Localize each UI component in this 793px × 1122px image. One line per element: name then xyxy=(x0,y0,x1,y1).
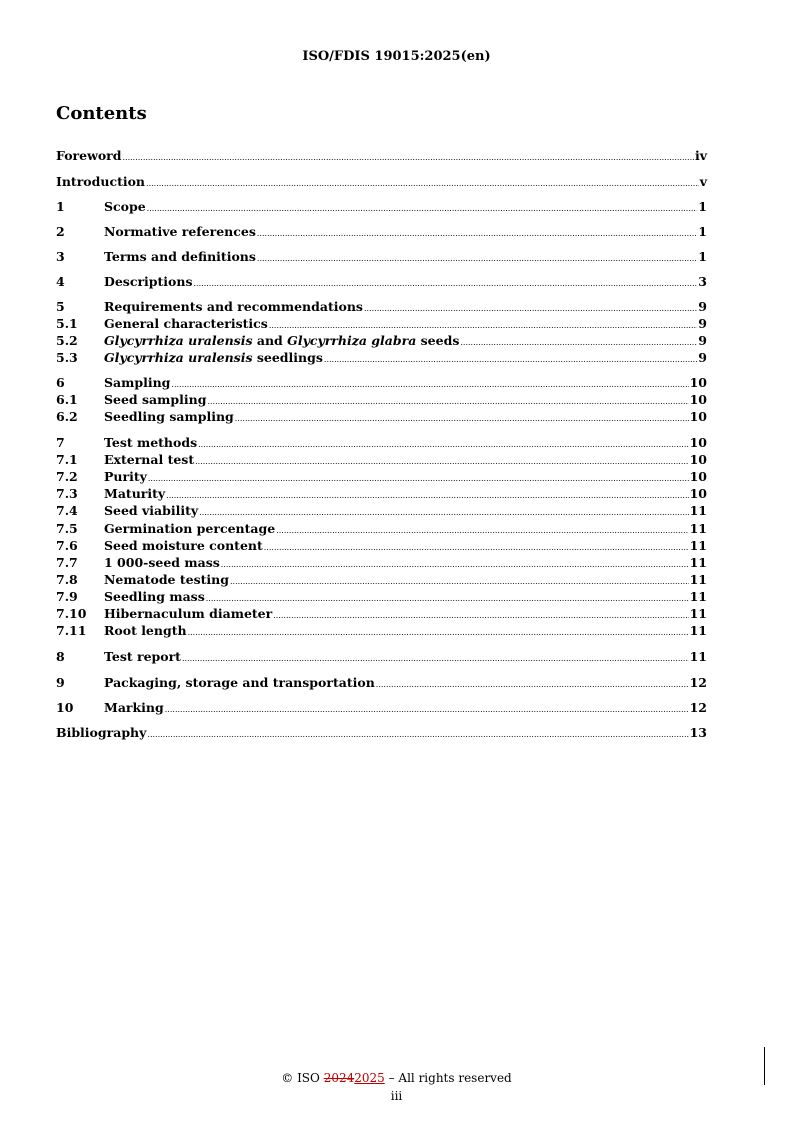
toc-entry-title: Maturity xyxy=(104,486,166,501)
toc-entry-page: 10 xyxy=(689,435,707,450)
toc-entry-5-3[interactable] xyxy=(56,349,707,366)
toc-entry-3[interactable] xyxy=(56,248,707,265)
toc-entry-7[interactable] xyxy=(56,434,707,451)
toc-entry-title: External test xyxy=(104,452,195,467)
toc-entry-7-11[interactable] xyxy=(56,622,707,639)
toc-entry-title: Seed viability xyxy=(104,503,199,518)
toc-entry-page: iv xyxy=(694,148,707,163)
toc-entry-title: Foreword xyxy=(56,148,122,163)
toc-entry-7-8[interactable] xyxy=(56,571,707,588)
toc-entry-page: 13 xyxy=(689,725,707,740)
toc-entry-title: Terms and definitions xyxy=(104,249,256,264)
toc-entry-title: 1 000-seed mass xyxy=(104,555,220,570)
toc-entry-page: v xyxy=(699,174,707,189)
toc-entry-page: 11 xyxy=(689,538,707,553)
copyright-footer xyxy=(0,1071,793,1085)
toc-entry-number: 5.3 xyxy=(56,350,78,365)
toc-entry-number: 4 xyxy=(56,274,65,289)
title-connector: and xyxy=(252,333,288,348)
toc-entry-number: 1 xyxy=(56,199,65,214)
toc-entry-10[interactable] xyxy=(56,699,707,716)
toc-entry-introduction[interactable] xyxy=(56,173,707,190)
toc-entry-1[interactable] xyxy=(56,198,707,215)
toc-entry-title: Seed sampling xyxy=(104,392,207,407)
toc-entry-page: 10 xyxy=(689,469,707,484)
toc-entry-4[interactable] xyxy=(56,273,707,290)
toc-entry-page: 11 xyxy=(689,572,707,587)
toc-entry-title: Test methods xyxy=(104,435,198,450)
contents-heading: Contents xyxy=(56,103,147,124)
toc-entry-number: 7.6 xyxy=(56,538,78,553)
toc-leader-dots xyxy=(165,701,689,718)
toc-entry-title: Marking xyxy=(104,700,164,715)
title-suffix: seedlings xyxy=(252,350,323,365)
toc-entry-number: 7.1 xyxy=(56,452,78,467)
toc-entry-number: 8 xyxy=(56,649,65,664)
toc-entry-page: 11 xyxy=(689,606,707,621)
toc-entry-7-4[interactable] xyxy=(56,502,707,519)
toc-entry-9[interactable] xyxy=(56,674,707,691)
toc-entry-number: 6 xyxy=(56,375,65,390)
toc-leader-dots xyxy=(376,676,689,693)
toc-entry-5-2[interactable] xyxy=(56,332,707,349)
toc-entry-page: 10 xyxy=(689,409,707,424)
toc-entry-title: Root length xyxy=(104,623,187,638)
toc-entry-number: 5 xyxy=(56,299,65,314)
toc-entry-title: Test report xyxy=(104,649,181,664)
toc-entry-title: Packaging, storage and transportation xyxy=(104,675,375,690)
toc-entry-number: 3 xyxy=(56,249,65,264)
toc-entry-number: 2 xyxy=(56,224,65,239)
toc-entry-8[interactable] xyxy=(56,648,707,665)
toc-leader-dots xyxy=(123,149,694,166)
copyright-prefix: © ISO xyxy=(281,1071,324,1085)
toc-leader-dots xyxy=(235,410,689,427)
inserted-year: 2025 xyxy=(354,1071,385,1085)
toc-entry-number: 7.4 xyxy=(56,503,78,518)
toc-entry-title: Bibliography xyxy=(56,725,147,740)
toc-entry-7-2[interactable] xyxy=(56,468,707,485)
toc-leader-dots xyxy=(147,726,688,743)
toc-entry-bibliography[interactable] xyxy=(56,724,707,741)
toc-leader-dots xyxy=(257,225,697,242)
toc-entry-page: 12 xyxy=(689,700,707,715)
toc-entry-page: 9 xyxy=(698,299,707,314)
toc-leader-dots xyxy=(324,351,697,368)
toc-entry-number: 6.2 xyxy=(56,409,78,424)
toc-leader-dots xyxy=(194,275,698,292)
toc-entry-title: Germination percentage xyxy=(104,521,276,536)
toc-entry-number: 7.8 xyxy=(56,572,78,587)
title-suffix: seeds xyxy=(416,333,460,348)
toc-entry-title: General characteristics xyxy=(104,316,268,331)
toc-entry-title: Descriptions xyxy=(104,274,193,289)
toc-leader-dots xyxy=(257,250,697,267)
toc-entry-foreword[interactable] xyxy=(56,147,707,164)
toc-entry-7-9[interactable] xyxy=(56,588,707,605)
toc-entry-number: 7.3 xyxy=(56,486,78,501)
toc-entry-number: 7.9 xyxy=(56,589,78,604)
toc-entry-number: 7.10 xyxy=(56,606,87,621)
copyright-suffix: – All rights reserved xyxy=(384,1071,512,1085)
toc-leader-dots xyxy=(147,200,698,217)
document-id-header: ISO/FDIS 19015:2025(en) xyxy=(302,49,491,64)
toc-entry-page: 11 xyxy=(689,623,707,638)
toc-leader-dots xyxy=(188,624,689,641)
toc-entry-number: 7.7 xyxy=(56,555,78,570)
toc-entry-page: 1 xyxy=(698,249,707,264)
toc-entry-6-1[interactable] xyxy=(56,391,707,408)
toc-entry-number: 10 xyxy=(56,700,74,715)
toc-entry-title: Seedling sampling xyxy=(104,409,234,424)
species-name-italic: Glycyrrhiza glabra xyxy=(287,333,417,348)
toc-entry-page: 11 xyxy=(689,503,707,518)
toc-entry-page: 9 xyxy=(698,316,707,331)
toc-entry-title: Purity xyxy=(104,469,147,484)
page-number: iii xyxy=(390,1089,403,1103)
toc-leader-dots xyxy=(199,504,688,521)
toc-entry-page: 1 xyxy=(698,199,707,214)
toc-entry-2[interactable] xyxy=(56,223,707,240)
species-name-italic: Glycyrrhiza uralensis xyxy=(104,333,253,348)
toc-entry-title: Hibernaculum diameter xyxy=(104,606,273,621)
toc-entry-page: 11 xyxy=(689,649,707,664)
toc-entry-number: 7.5 xyxy=(56,521,78,536)
toc-entry-7-1[interactable] xyxy=(56,451,707,468)
toc-entry-number: 9 xyxy=(56,675,65,690)
toc-entry-page: 10 xyxy=(689,375,707,390)
toc-entry-number: 7 xyxy=(56,435,65,450)
toc-entry-title: Normative references xyxy=(104,224,256,239)
toc-entry-title xyxy=(104,332,459,349)
toc-entry-title: Nematode testing xyxy=(104,572,229,587)
toc-entry-5-1[interactable] xyxy=(56,315,707,332)
toc-entry-title: Introduction xyxy=(56,174,146,189)
toc-entry-page: 11 xyxy=(689,589,707,604)
toc-entry-title: Seedling mass xyxy=(104,589,205,604)
deleted-year: 2024 xyxy=(323,1071,355,1085)
toc-entry-5[interactable] xyxy=(56,298,707,315)
toc-entry-title: Requirements and recommendations xyxy=(104,299,363,314)
toc-entry-page: 9 xyxy=(698,350,707,365)
toc-entry-6-2[interactable] xyxy=(56,408,707,425)
toc-entry-page: 12 xyxy=(689,675,707,690)
toc-entry-7-3[interactable] xyxy=(56,485,707,502)
toc-entry-page: 11 xyxy=(689,555,707,570)
toc-entry-page: 10 xyxy=(689,486,707,501)
toc-entry-number: 5.2 xyxy=(56,333,78,348)
toc-leader-dots xyxy=(182,650,689,667)
toc-entry-6[interactable] xyxy=(56,374,707,391)
toc-entry-number: 7.2 xyxy=(56,469,78,484)
toc-entry-page: 11 xyxy=(689,521,707,536)
toc-entry-title xyxy=(104,349,323,366)
toc-entry-page: 9 xyxy=(698,333,707,348)
toc-entry-title: Sampling xyxy=(104,375,171,390)
toc-entry-7-5[interactable] xyxy=(56,520,707,537)
toc-entry-title: Seed moisture content xyxy=(104,538,263,553)
toc-entry-number: 5.1 xyxy=(56,316,78,331)
toc-entry-number: 7.11 xyxy=(56,623,87,638)
species-name-italic: Glycyrrhiza uralensis xyxy=(104,350,253,365)
toc-entry-page: 10 xyxy=(689,452,707,467)
toc-entry-page: 1 xyxy=(698,224,707,239)
toc-entry-7-10[interactable] xyxy=(56,605,707,622)
toc-entry-title: Scope xyxy=(104,199,146,214)
toc-leader-dots xyxy=(146,175,699,192)
toc-entry-page: 3 xyxy=(698,274,707,289)
toc-entry-number: 6.1 xyxy=(56,392,78,407)
toc-entry-7-6[interactable] xyxy=(56,537,707,554)
toc-entry-page: 10 xyxy=(689,392,707,407)
toc-entry-7-7[interactable] xyxy=(56,554,707,571)
